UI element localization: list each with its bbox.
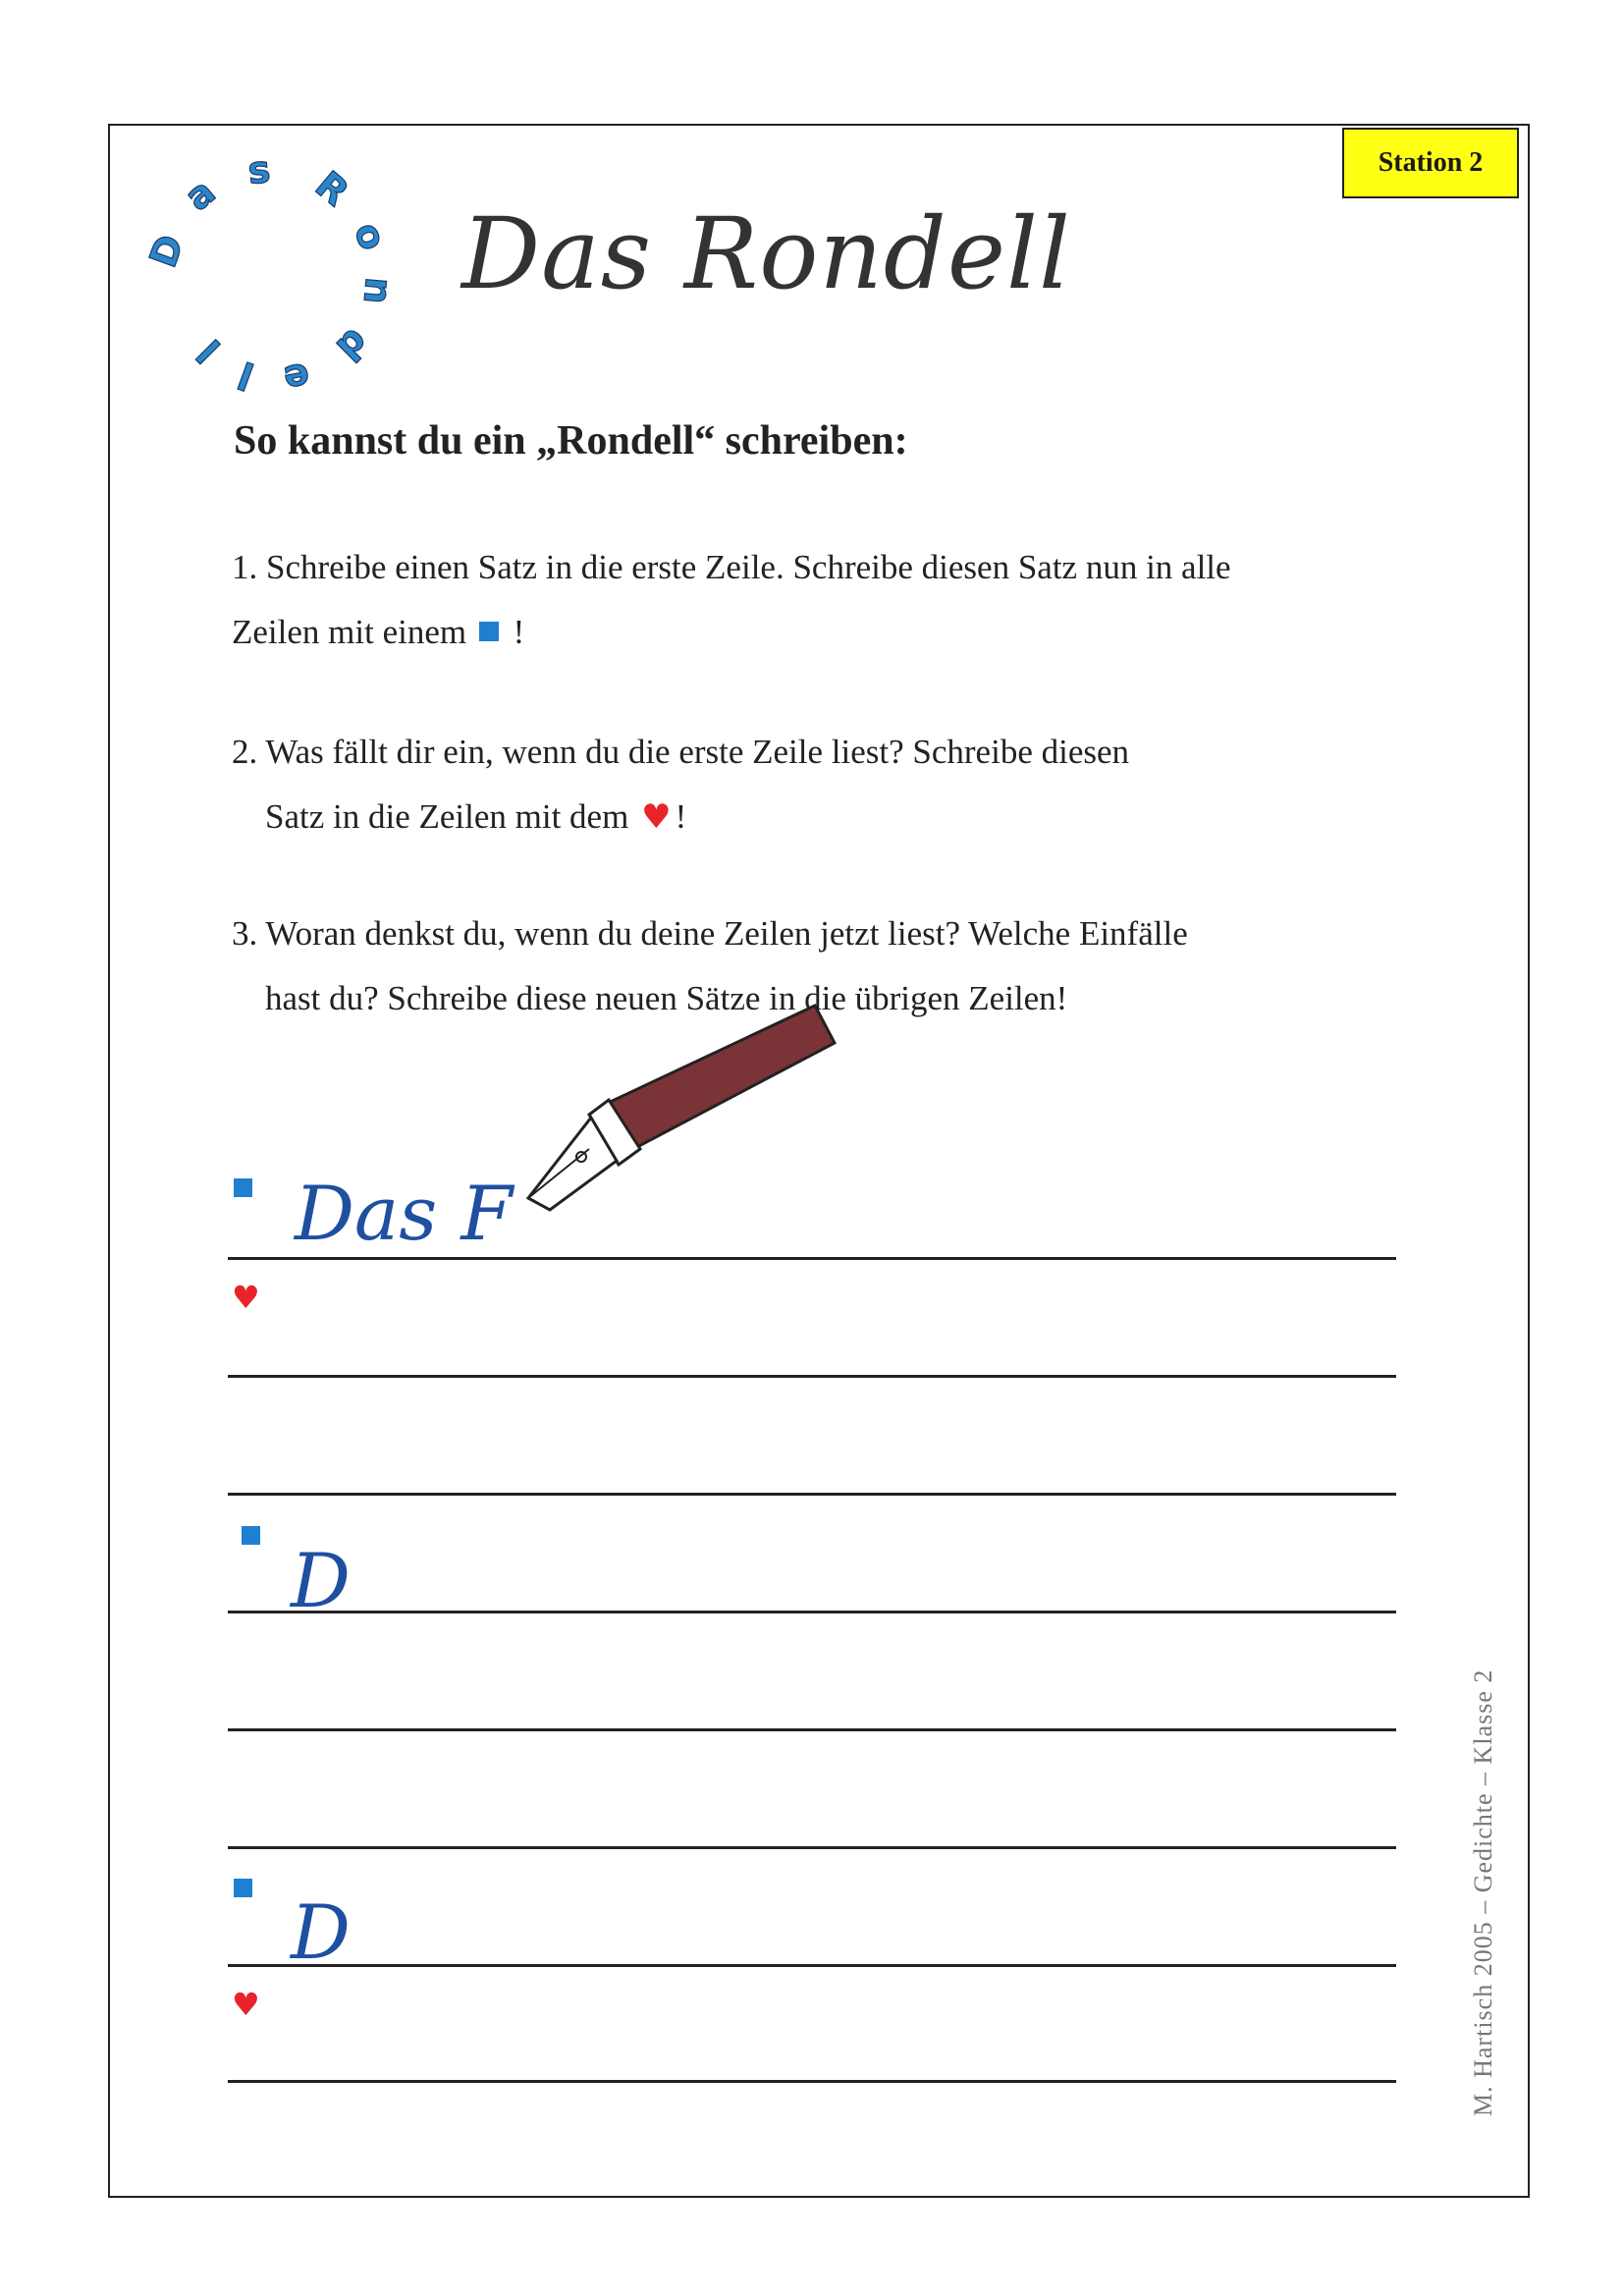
logo-letter: o bbox=[346, 216, 396, 256]
instruction-1 bbox=[232, 535, 1459, 665]
instruction-2-line2: Satz in die Zeilen mit dem ♥ ! bbox=[265, 797, 687, 837]
logo-letter: D bbox=[140, 229, 192, 273]
instruction-1-line1: 1. Schreibe einen Satz in die erste Zeile. Schreibe diesen Satz nun in alle bbox=[232, 548, 1231, 586]
writing-line bbox=[228, 1493, 1396, 1496]
writing-line bbox=[228, 1728, 1396, 1731]
writing-line bbox=[228, 1964, 1396, 1967]
square-icon bbox=[479, 622, 499, 641]
instruction-3-line2: hast du? Schreibe diese neuen Sätze in die übrigen Zeilen! bbox=[265, 979, 1068, 1017]
logo-letter: R bbox=[307, 162, 357, 215]
writing-line bbox=[228, 1846, 1396, 1849]
logo-letter: l bbox=[232, 353, 260, 399]
writing-line bbox=[228, 1257, 1396, 1260]
square-icon bbox=[234, 1178, 252, 1197]
instruction-2 bbox=[232, 720, 1459, 849]
square-icon bbox=[234, 1879, 252, 1897]
instruction-3 bbox=[232, 902, 1459, 1031]
logo-letter: e bbox=[280, 354, 313, 402]
instruction-1-line2: Zeilen mit einem ! bbox=[232, 613, 525, 651]
handwriting-sample: D bbox=[291, 1537, 351, 1624]
fountain-pen-icon bbox=[511, 1002, 844, 1237]
heart-icon: ♥ bbox=[232, 1986, 260, 2023]
square-icon bbox=[242, 1526, 260, 1545]
logo-letter: d bbox=[328, 320, 378, 370]
heart-icon: ♥ bbox=[641, 797, 672, 837]
writing-line bbox=[228, 2080, 1396, 2083]
instructions-heading: So kannst du ein „Rondell“ schreiben: bbox=[234, 418, 908, 464]
heart-icon: ♥ bbox=[232, 1279, 260, 1316]
logo-letter: a bbox=[176, 169, 224, 220]
station-label: Station 2 bbox=[1342, 128, 1519, 198]
logo-letter: n bbox=[354, 275, 402, 306]
footer-credit: M. Hartisch 2005 – Gedichte – Klasse 2 bbox=[1469, 1668, 1497, 2116]
instruction-2-line1: 2. Was fällt dir ein, wenn du die erste Zeile liest? Schreibe diesen bbox=[232, 733, 1130, 771]
handwriting-sample: D bbox=[291, 1888, 351, 1976]
rondell-logo bbox=[140, 147, 403, 403]
page-title: Das Rondell bbox=[461, 196, 1071, 311]
writing-line bbox=[228, 1375, 1396, 1378]
logo-letter: s bbox=[245, 147, 273, 192]
handwriting-sample: Das F bbox=[295, 1170, 514, 1257]
instruction-3-line1: 3. Woran denkst du, wenn du deine Zeilen jetzt liest? Welche Einfälle bbox=[232, 914, 1188, 953]
writing-line bbox=[228, 1611, 1396, 1613]
logo-letter: l bbox=[189, 331, 229, 371]
